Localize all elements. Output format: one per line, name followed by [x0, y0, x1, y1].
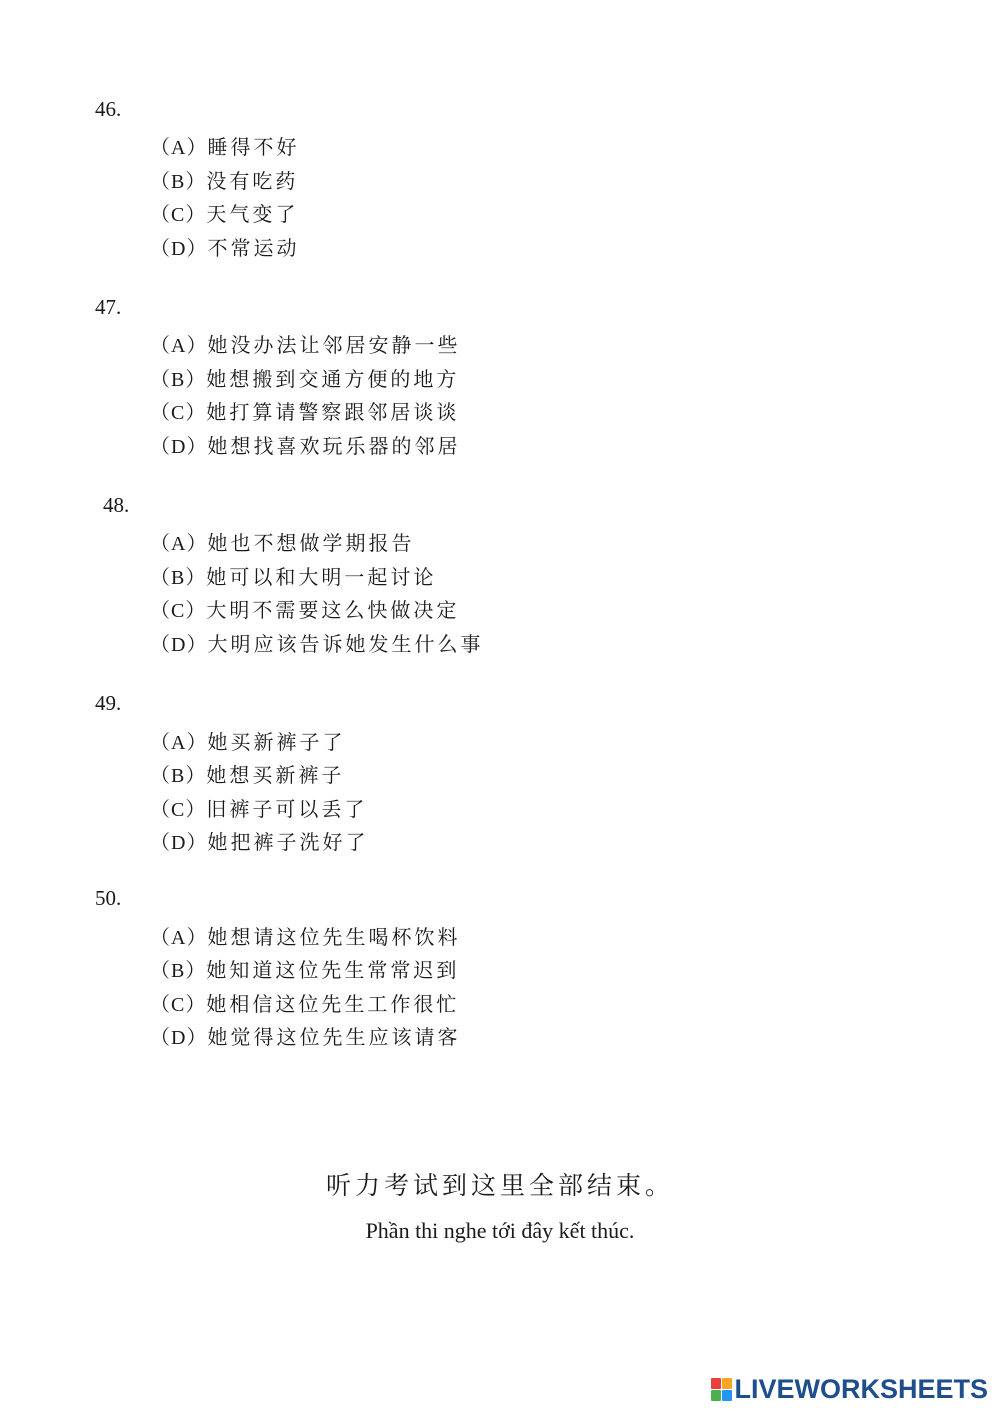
option-text: 天气变了 — [206, 202, 299, 226]
option-text: 睡得不好 — [207, 135, 300, 159]
option-46-d — [150, 232, 299, 261]
question-number-50: 50. — [95, 886, 122, 910]
option-text: 她买新裤子了 — [207, 730, 346, 754]
option-text: 旧裤子可以丢了 — [206, 797, 368, 821]
option-text: 她觉得这位先生应该请客 — [207, 1025, 461, 1049]
option-letter: （C） — [150, 204, 207, 226]
ending-vietnamese: Phần thi nghe tới đây kết thúc. — [365, 1218, 635, 1243]
option-text: 没有吃药 — [206, 169, 299, 193]
option-text: 她想请这位先生喝杯饮料 — [207, 925, 461, 949]
option-text: 她想找喜欢玩乐器的邻居 — [207, 434, 461, 458]
question-number-46: 46. — [95, 97, 122, 121]
option-letter: （A） — [150, 533, 208, 555]
option-49-b — [150, 759, 344, 788]
option-letter: （A） — [150, 732, 208, 754]
logo-icon-tile-v — [711, 1390, 721, 1401]
option-48-c — [150, 594, 459, 623]
option-letter: （C） — [150, 994, 207, 1016]
option-letter: （B） — [150, 171, 207, 193]
liveworksheets-logo-text: LIVEWORKSHEETS — [734, 1373, 988, 1404]
option-letter: （C） — [150, 799, 207, 821]
option-letter: （A） — [150, 335, 208, 357]
option-48-a — [150, 527, 414, 556]
option-47-b — [150, 363, 459, 392]
liveworksheets-logo — [711, 1374, 988, 1404]
logo-icon-tile-e — [722, 1390, 732, 1401]
option-text: 她把裤子洗好了 — [207, 830, 369, 854]
option-text: 她知道这位先生常常迟到 — [206, 958, 460, 982]
option-letter: （A） — [150, 927, 208, 949]
option-49-d — [150, 826, 368, 855]
option-text: 不常运动 — [207, 236, 300, 260]
option-letter: （D） — [150, 634, 208, 656]
option-letter: （C） — [150, 600, 207, 622]
option-text: 大明应该告诉她发生什么事 — [207, 632, 484, 656]
option-49-c — [150, 793, 367, 822]
option-50-c — [150, 988, 459, 1017]
question-number-48: 48. — [103, 493, 130, 517]
logo-icon-tile-i — [722, 1378, 732, 1389]
option-text: 她也不想做学期报告 — [207, 531, 415, 555]
option-text: 她可以和大明一起讨论 — [206, 565, 437, 589]
option-text: 她想买新裤子 — [206, 763, 345, 787]
option-letter: （B） — [150, 567, 207, 589]
option-46-a — [150, 131, 299, 160]
option-text: 她想搬到交通方便的地方 — [206, 367, 460, 391]
option-46-c — [150, 198, 298, 227]
option-49-a — [150, 726, 345, 755]
option-letter: （D） — [150, 832, 208, 854]
option-letter: （B） — [150, 765, 207, 787]
option-48-b — [150, 561, 436, 590]
logo-icon-tile-l — [711, 1378, 721, 1389]
option-text: 大明不需要这么快做决定 — [206, 598, 460, 622]
option-50-a — [150, 921, 460, 950]
ending-chinese: 听力考试到这里全部结束。 — [325, 1171, 674, 1200]
question-number-49: 49. — [95, 691, 122, 715]
option-letter: （D） — [150, 436, 208, 458]
option-50-d — [150, 1021, 460, 1050]
option-letter: （D） — [150, 1027, 208, 1049]
option-letter: （C） — [150, 402, 207, 424]
option-letter: （A） — [150, 137, 208, 159]
option-text: 她没办法让邻居安静一些 — [207, 333, 461, 357]
option-50-b — [150, 954, 459, 983]
option-47-a — [150, 329, 460, 358]
option-text: 她打算请警察跟邻居谈谈 — [206, 400, 460, 424]
option-letter: （B） — [150, 960, 207, 982]
option-46-b — [150, 165, 298, 194]
question-number-47: 47. — [95, 295, 122, 319]
option-48-d — [150, 628, 483, 657]
option-text: 她相信这位先生工作很忙 — [206, 992, 460, 1016]
liveworksheets-logo-icon — [711, 1378, 731, 1400]
option-letter: （B） — [150, 369, 207, 391]
option-47-c — [150, 396, 459, 425]
option-47-d — [150, 430, 460, 459]
option-letter: （D） — [150, 238, 208, 260]
